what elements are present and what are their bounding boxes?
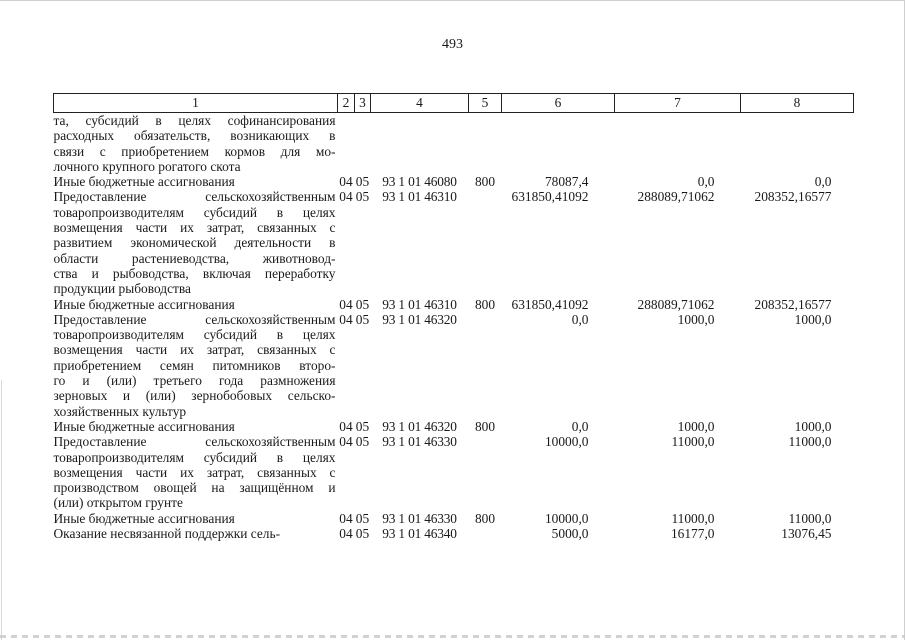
amount-year-2: 11000,0 — [671, 510, 715, 526]
amount-year-3 — [741, 113, 854, 175]
target-article-code: 93 1 01 46340 — [382, 526, 457, 542]
description-line: товаропроизводителям субсидий в целях — [53, 449, 336, 465]
expense-type-code: 800 — [474, 174, 496, 190]
amount-year-3: 1000,0 — [794, 418, 832, 434]
table-row — [54, 297, 854, 312]
expense-type-code: 800 — [474, 418, 496, 434]
amount-year-3: 11000,0 — [788, 434, 832, 450]
description-line: Предоставление сельскохозяйственным — [53, 189, 336, 205]
description-line: возмещения части их затрат, связанных с — [53, 342, 336, 358]
amount-year-3: 13076,45 — [781, 526, 832, 542]
amount-year-1: 5000,0 — [551, 526, 589, 542]
amount-year-2: 1000,0 — [677, 311, 715, 327]
description-line: ства и рыбоводства, включая переработку — [53, 265, 336, 281]
amount-year-2: 288089,71062 — [637, 296, 715, 312]
subsection-code: 05 — [355, 311, 370, 327]
subsection-code — [355, 113, 371, 175]
expense-type-code — [469, 526, 502, 541]
target-article-code: 93 1 01 46330 — [382, 434, 457, 450]
header-col-1: 1 — [54, 94, 338, 113]
header-col-7: 7 — [615, 94, 741, 113]
description-line: возмещения части их затрат, связанных с — [53, 464, 336, 480]
description-line: производством овощей на защищённом и — [53, 480, 336, 496]
section-code: 04 — [339, 418, 353, 434]
target-article-code: 93 1 01 46330 — [382, 510, 457, 526]
section-code: 04 — [339, 296, 353, 312]
header-col-2: 2 — [338, 94, 355, 113]
table-row — [54, 312, 854, 419]
section-code: 04 — [339, 189, 353, 205]
target-article-code: 93 1 01 46320 — [382, 418, 457, 434]
amount-year-1 — [502, 113, 615, 175]
description-line: связи с приобретением кормов для мо- — [53, 143, 336, 159]
subsection-code: 05 — [355, 434, 370, 450]
amount-year-3: 0,0 — [814, 174, 832, 190]
amount-year-2: 11000,0 — [671, 434, 715, 450]
expense-type-code — [469, 189, 502, 296]
amount-year-1: 0,0 — [571, 418, 589, 434]
section-code: 04 — [339, 510, 353, 526]
section-code — [338, 113, 355, 175]
table-row — [54, 526, 854, 541]
target-article-code: 93 1 01 46080 — [382, 174, 457, 190]
expense-type-code — [469, 312, 502, 419]
section-code: 04 — [339, 526, 353, 542]
amount-year-3: 1000,0 — [794, 311, 832, 327]
amount-year-3: 208352,16577 — [754, 296, 832, 312]
description-line: товаропроизводителям субсидий в целях — [53, 204, 336, 220]
header-col-4: 4 — [371, 94, 469, 113]
row-description — [54, 511, 338, 526]
subsection-code: 05 — [355, 418, 370, 434]
expense-type-code: 800 — [474, 510, 496, 526]
header-col-6: 6 — [502, 94, 615, 113]
description-line: лочного крупного рогатого скота — [53, 158, 241, 174]
table-row — [54, 511, 854, 526]
amount-year-1: 0,0 — [571, 311, 589, 327]
header-col-5: 5 — [469, 94, 502, 113]
description-line: развитием экономической деятельности в — [53, 235, 336, 251]
description-line: го и (или) третьего года размножения — [53, 373, 336, 389]
row-description — [54, 526, 338, 541]
subsection-code: 05 — [355, 174, 370, 190]
table-row — [54, 434, 854, 510]
description-line: Иные бюджетные ассигнования — [53, 174, 235, 190]
description-line: приобретением семян питомников второ- — [53, 357, 336, 373]
description-line: та, субсидий в целях софинансирования — [53, 113, 336, 128]
scan-edge-bottom — [0, 635, 905, 638]
table-row — [54, 174, 854, 189]
subsection-code: 05 — [355, 526, 370, 542]
description-line: Предоставление сельскохозяйственным — [53, 434, 336, 450]
description-line: Предоставление сельскохозяйственным — [53, 311, 336, 327]
description-line: хозяйственных культур — [53, 403, 187, 419]
amount-year-1: 631850,41092 — [511, 189, 589, 205]
expense-type-code — [469, 434, 502, 510]
description-line: зерновых и (или) зернобобовых сельско- — [53, 388, 336, 404]
amount-year-2: 0,0 — [697, 174, 715, 190]
expense-type-code — [469, 113, 502, 175]
row-description — [54, 113, 338, 175]
page-number: 493 — [442, 37, 463, 52]
row-description — [54, 419, 338, 434]
section-code: 04 — [339, 434, 353, 450]
amount-year-2: 288089,71062 — [637, 189, 715, 205]
scan-edge-left — [1, 380, 2, 640]
header-row — [54, 94, 854, 113]
amount-year-3: 208352,16577 — [754, 189, 832, 205]
section-code: 04 — [339, 174, 353, 190]
amount-year-1: 10000,0 — [544, 510, 589, 526]
amount-year-2 — [615, 113, 741, 175]
row-description — [54, 312, 338, 419]
table-row — [54, 189, 854, 296]
table-body — [54, 113, 854, 542]
row-description — [54, 434, 338, 510]
table-header — [54, 94, 854, 113]
amount-year-3: 11000,0 — [788, 510, 832, 526]
amount-year-1: 631850,41092 — [511, 296, 589, 312]
subsection-code: 05 — [355, 510, 370, 526]
subsection-code: 05 — [355, 189, 370, 205]
target-article-code: 93 1 01 46320 — [382, 311, 457, 327]
description-line: области растениеводства, животновод- — [53, 250, 336, 266]
row-description — [54, 174, 338, 189]
description-line: расходных обязательств, возникающих в — [53, 128, 336, 144]
budget-table — [53, 93, 854, 541]
subsection-code: 05 — [355, 296, 370, 312]
row-description — [54, 297, 338, 312]
amount-year-1: 78087,4 — [544, 174, 589, 190]
target-article-code: 93 1 01 46310 — [382, 296, 457, 312]
description-line: продукции рыбоводства — [53, 281, 191, 297]
header-col-8: 8 — [741, 94, 854, 113]
description-line: (или) открытом грунте — [53, 495, 183, 511]
description-line: товаропроизводителям субсидий в целях — [53, 327, 336, 343]
target-article-code — [371, 113, 469, 175]
scan-edge-top — [0, 0, 905, 1]
expense-type-code: 800 — [474, 296, 496, 312]
description-line: Иные бюджетные ассигнования — [53, 510, 235, 526]
description-line: Иные бюджетные ассигнования — [53, 418, 235, 434]
description-line: возмещения части их затрат, связанных с — [53, 220, 336, 236]
description-line: Иные бюджетные ассигнования — [53, 296, 235, 312]
table-row — [54, 419, 854, 434]
table-row — [54, 113, 854, 175]
amount-year-1: 10000,0 — [544, 434, 589, 450]
row-description — [54, 189, 338, 296]
description-line: Оказание несвязанной поддержки сель- — [53, 526, 281, 542]
header-col-3: 3 — [355, 94, 371, 113]
amount-year-2: 16177,0 — [670, 526, 715, 542]
section-code: 04 — [339, 311, 353, 327]
target-article-code: 93 1 01 46310 — [382, 189, 457, 205]
amount-year-2: 1000,0 — [677, 418, 715, 434]
